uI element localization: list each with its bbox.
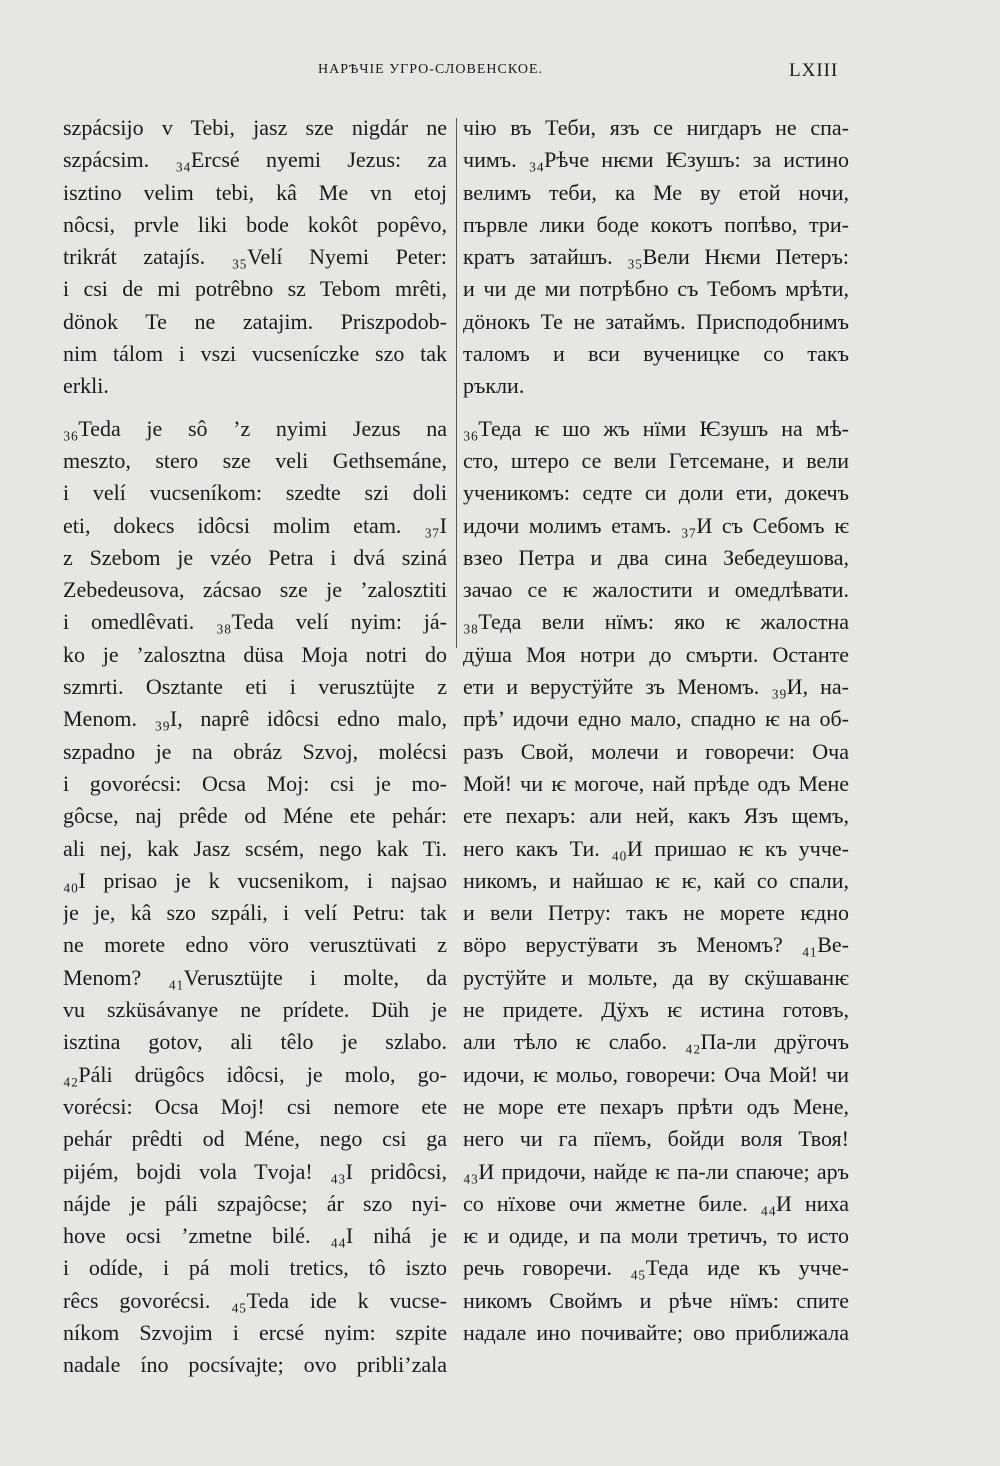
text-line: dönok Te ne zatajim. Priszpodob-	[63, 308, 447, 334]
text-line: erkli.	[63, 373, 109, 399]
text-line: ете пехаръ: али ней, какъ Язъ щемъ,	[463, 803, 849, 829]
text-line: разъ Свой, молечи и говоречи: Оча	[463, 738, 849, 764]
text-line: Мой! чи ѥ могоче, най прѣде одъ Мене	[463, 770, 849, 796]
text-line: ko je ’zalosztna düsa Moja notri do	[63, 641, 447, 667]
text-line: szpácsim. ₃₄Ercsé nyemi Jezus: za	[63, 147, 447, 173]
text-line: никомъ Своймъ и рѣче нїмъ: спите	[463, 1287, 849, 1313]
text-line: идочи, ѥ мольо, говоречи: Оча Мой! чи	[463, 1061, 849, 1087]
text-line: z Szebom je vzéo Petra i dvá sziná	[63, 544, 447, 570]
text-line: не море ете пехаръ прѣти одъ Мене,	[463, 1093, 849, 1119]
paragraph-gap	[463, 403, 849, 413]
text-line: vorécsi: Ocsa Moj! csi nemore ete	[63, 1093, 447, 1119]
text-line: Zebedeusova, zácsao sze je ’zalosztiti	[63, 577, 447, 603]
text-line: со нїхове очи жметне биле. ₄₄И ниха	[463, 1190, 849, 1216]
text-line: не придете. Дӱхъ ѥ истина готовъ,	[463, 997, 849, 1023]
text-line: Menom? ₄₁Verusztüjte i molte, da	[63, 964, 447, 990]
text-line: ₄₂Páli drügôcs idôcsi, je molo, go-	[63, 1061, 447, 1087]
text-line: ne morete edno vöro verusztüvati z	[63, 932, 447, 958]
text-line: pijém, bojdi vola Tvoja! ₄₃I pridôcsi,	[63, 1158, 447, 1184]
text-line: i csi de mi potrêbno sz Tebom mrêti,	[63, 276, 447, 302]
text-line: i omedlêvati. ₃₈Teda velí nyim: já-	[63, 609, 447, 635]
text-line: Menom. ₃₉I, naprê idôcsi edno malo,	[63, 706, 447, 732]
text-line: ₄₃И придочи, найде ѥ па-ли спаюче; аръ	[463, 1158, 849, 1184]
text-line: ₃₆Teda je sô ’z nyimi Jezus na	[63, 415, 447, 441]
running-header-title: НАРѢЧІЕ УГРО-СЛОВЕНСКОЕ.	[318, 62, 544, 77]
text-line: никомъ, и найшао ѥ ѥ, кай со спали,	[463, 867, 849, 893]
text-line: ali nej, kak Jasz scsém, nego kak Ti.	[63, 835, 447, 861]
text-line: i odíde, i pá moli tretics, tô iszto	[63, 1255, 447, 1281]
text-line: vu szküsávanye ne prídete. Düh je	[63, 997, 447, 1023]
text-line: ₃₈Теда вели нїмъ: яко ѥ жалостна	[463, 609, 849, 635]
text-line: nim tálom i vszi vucseníczke szo tak	[63, 341, 447, 367]
text-line: ети и верустӱйте зъ Меномъ. ₃₉И, на-	[463, 674, 849, 700]
text-line: gôcse, naj prêde od Méne ete pehár:	[63, 803, 447, 829]
text-line: ѥ и одиде, и па моли третичъ, то исто	[463, 1223, 849, 1249]
text-line: eti, dokecs idôcsi molim etam. ₃₇I	[63, 512, 447, 538]
text-line: дӧнокъ Те не затаймъ. Присподобнимъ	[463, 308, 849, 334]
text-line: рустӱйте и мольте, да ву скӱшаванѥ	[463, 964, 849, 990]
text-line: велимъ теби, ка Ме ву етой ночи,	[463, 179, 849, 205]
text-line: i velí vucseníkom: szedte szi doli	[63, 480, 447, 506]
text-line: rêcs govorécsi. ₄₅Teda ide k vucse-	[63, 1287, 447, 1313]
text-line: ръкли.	[463, 373, 525, 399]
text-line: ₄₀I prisao je k vucsenikom, i najsao	[63, 867, 447, 893]
text-line: isztina gotov, ali têlo je szlabo.	[63, 1029, 447, 1055]
text-line: hove ocsi ’zmetne bilé. ₄₄I nihá je	[63, 1223, 447, 1249]
text-line: али тѣло ѥ слабо. ₄₂Па-ли дрӱгочъ	[463, 1029, 849, 1055]
text-line: първле лики боде кокотъ попѣво, три-	[463, 211, 849, 237]
text-line: прѣ’ идочи едно мало, спадно ѥ на об-	[463, 706, 849, 732]
text-line: szpadno je na obráz Szvoj, molécsi	[63, 738, 447, 764]
text-line: pehár prêdti od Méne, nego csi ga	[63, 1126, 447, 1152]
text-line: níkom Szvojim i ercsé nyim: szpite	[63, 1319, 447, 1345]
text-line: nadale íno pocsívajte; ovo pribli’zala	[63, 1352, 447, 1378]
text-line: nájde je páli szpajôcse; ár szo nyi-	[63, 1190, 447, 1216]
text-line: szmrti. Osztante eti i verusztüjte z	[63, 674, 447, 700]
text-line: ₃₆Теда ѥ шо жъ нїми Ѥзушъ на мѣ-	[463, 415, 849, 441]
left-column-latin-text	[63, 112, 447, 1382]
column-divider	[456, 118, 457, 648]
text-line: него какъ Ти. ₄₀И пришао ѥ къ учче-	[463, 835, 849, 861]
text-line: i govorécsi: Ocsa Moj: csi je mo-	[63, 770, 447, 796]
text-line: зачао се ѥ жалостити и омедлѣвати.	[463, 577, 849, 603]
text-line: кратъ затайшъ. ₃₅Вели Нѥми Петеръ:	[463, 244, 849, 270]
page-number: LXIII	[789, 60, 839, 81]
text-line: надалe ино почивайте; ово приближала	[463, 1319, 849, 1345]
text-line: таломъ и вси вученицке со такъ	[463, 341, 849, 367]
text-line: чію въ Теби, язъ се нигдаръ не спа-	[463, 115, 849, 140]
text-line: чимъ. ₃₄Рѣче нѥми Ѥзушъ: за истино	[463, 147, 849, 173]
text-line: szpácsijo v Tebi, jasz sze nigdár ne	[63, 115, 447, 140]
text-line: идочи молимъ етамъ. ₃₇И съ Себомъ ѥ	[463, 512, 849, 538]
text-line: речь говоречи. ₄₅Теда иде къ учче-	[463, 1255, 849, 1281]
right-column-cyrillic-text	[463, 112, 849, 1349]
text-line: и чи де ми потрѣбно съ Тебомъ мрѣти,	[463, 276, 849, 302]
text-line: него чи га пїемъ, бойди воля Твоя!	[463, 1126, 849, 1152]
text-line: сто, штеро се вели Гетсемане, и вели	[463, 447, 849, 473]
text-line: meszto, stero sze veli Gethsemáne,	[63, 447, 447, 473]
text-line: trikrát zatajís. ₃₅Velí Nyemi Peter:	[63, 244, 447, 270]
text-line: взео Петра и два сина Зебедеушова,	[463, 544, 849, 570]
text-line: дӱша Моя нотри до смърти. Останте	[463, 641, 849, 667]
text-line: nôcsi, prvle liki bode kokôt popêvo,	[63, 211, 447, 237]
text-line: isztino velim tebi, kâ Me vn etoj	[63, 179, 447, 205]
text-line: и вели Петру: такъ не морете ѥдно	[463, 900, 849, 926]
text-line: je je, kâ szo szpáli, i velí Petru: tak	[63, 900, 447, 926]
text-line: вӧро верустӱвати зъ Меномъ? ₄₁Ве-	[463, 932, 849, 958]
paragraph-gap	[63, 403, 447, 413]
text-line: ученикомъ: седте си доли ети, докечъ	[463, 480, 849, 506]
